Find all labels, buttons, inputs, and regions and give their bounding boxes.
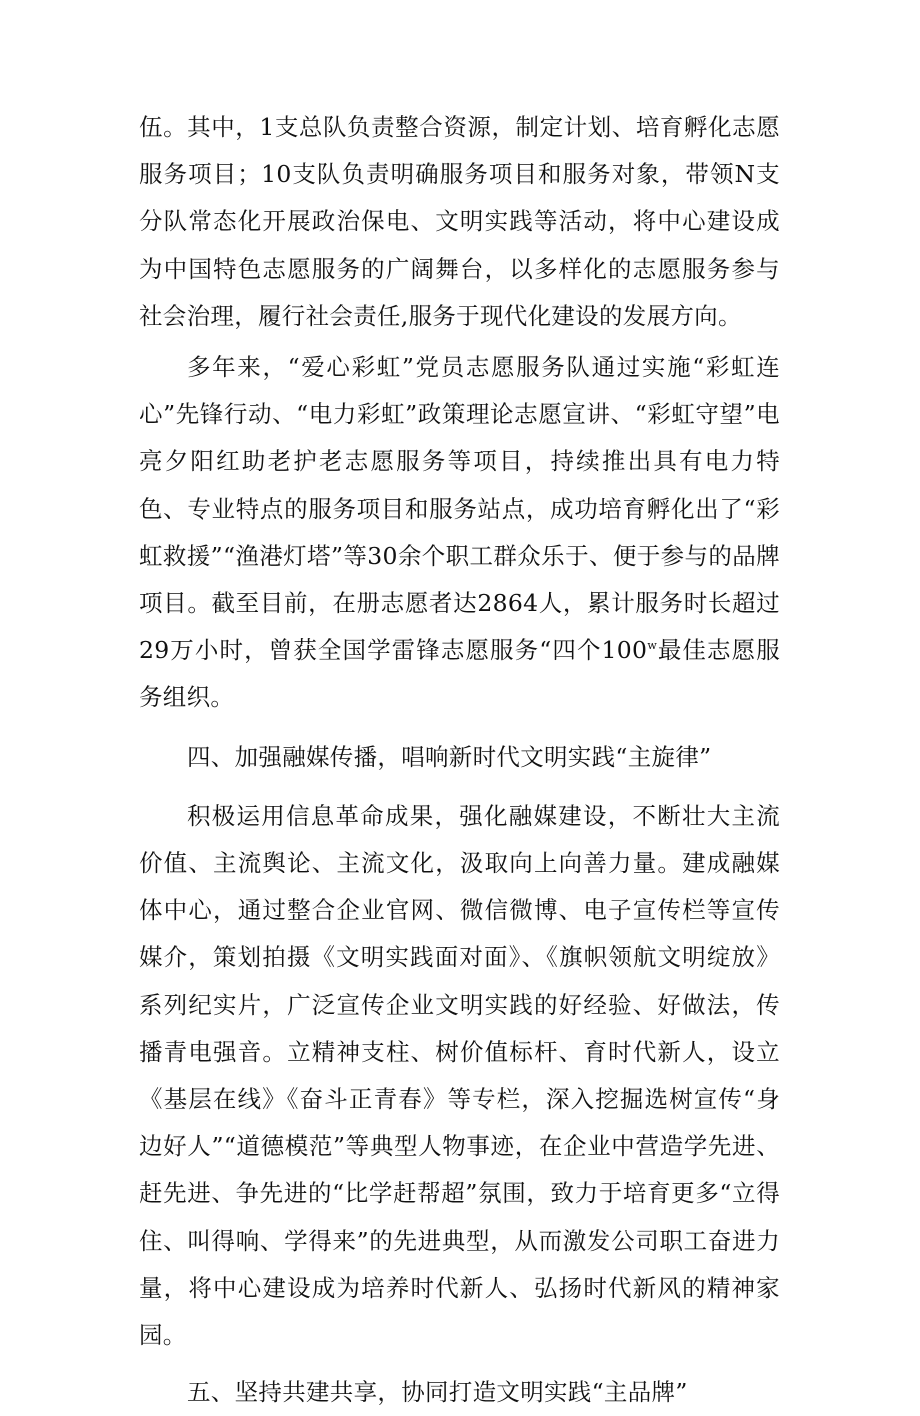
paragraph-volunteer-structure: 伍。其中，1支总队负责整合资源，制定计划、培育孵化志愿服务项目；10支队负责明确服务项目和服务对象，带领N支分队常态化开展政治保电、文明实践等活动，将中心建设成为中国特色志愿服务的广阔舞台，以多样化的志愿服务参与社会治理，履行社会责任,服务于现代化建设的发展方向。 — [139, 113, 780, 330]
section-heading-4: 四、加强融媒传播，唱响新时代文明实践“主旋律” — [187, 742, 712, 771]
section-heading-5: 五、坚持共建共享，协同打造文明实践“主品牌” — [187, 1378, 688, 1407]
superscript-mark: w — [647, 639, 658, 653]
paragraph-rainbow-main-text: 多年来，“爱心彩虹”党员志愿服务队通过实施“彩虹连心”先锋行动、“电力彩虹”政策理论志愿宣讲、“彩虹守望”电亮夕阳红助老护老志愿服务等项目，持续推出具有电力特色、专业特点的服务项目和服务站点，成功培育孵化出了“彩虹救援”“渔港灯塔”等30余个职工群众乐于、便于参与的品牌项目。截至目前，在册志愿者达2864人，累计服务时长超过29万小时，曾获全国学雷锋志愿服务“四个100 — [139, 353, 780, 665]
paragraph-media-integration: 积极运用信息革命成果，强化融媒建设，不断壮大主流价值、主流舆论、主流文化，汲取向上向善力量。建成融媒体中心，通过整合企业官网、微信微博、电子宣传栏等宣传媒介，策划拍摄《文明实践面对面》、《旗帜领航文明绽放》系列纪实片，广泛宣传企业文明实践的好经验、好做法，传播青电强音。立精神支柱、树价值标杆、育时代新人，设立《基层在线》《奋斗正青春》等专栏，深入挖掘选树宣传“身边好人”“道德模范”等典型人物事迹，在企业中营造学先进、赶先进、争先进的“比学赶帮超”氛围，致力于培育更多“立得住、叫得响、学得来”的先进典型，从而激发公司职工奋进力量，将中心建设成为培养时代新人、弘扬时代新风的精神家园。 — [139, 801, 780, 1350]
paragraph-rainbow-tail-text: 最佳志愿服务组织。 — [139, 636, 781, 712]
paragraph-rainbow-volunteer-team — [139, 344, 780, 722]
